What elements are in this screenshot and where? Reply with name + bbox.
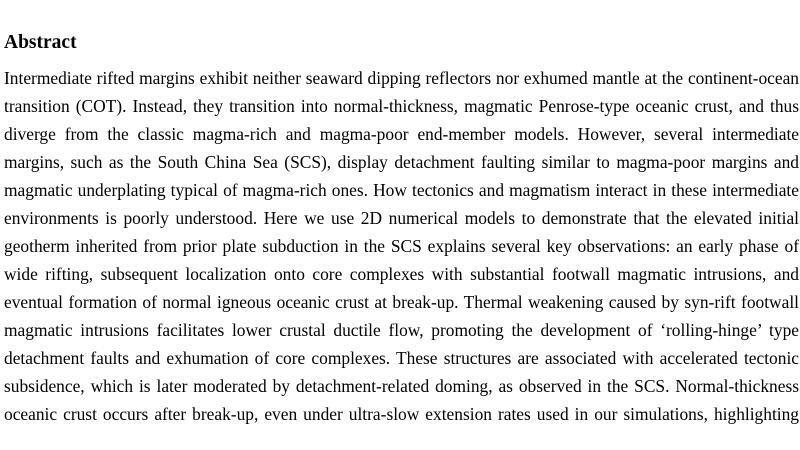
abstract-body [4,64,799,428]
abstract-line: eventual formation of normal igneous oceanic crust at break-up. Thermal weakening caused by syn-rift footwall [4,292,799,312]
abstract-line: geotherm inherited from prior plate subduction in the SCS explains several key observations: an early phase of [4,236,799,256]
abstract-line: oceanic crust occurs after break-up, even under ultra-slow extension rates used in our simulations, highlighting [4,404,799,424]
abstract-line: Intermediate rifted margins exhibit neither seaward dipping reflectors nor exhumed mantle at the continent-ocean [4,68,799,88]
abstract-line: environments is poorly understood. Here we use 2D numerical models to demonstrate that the elevated initial [4,208,799,228]
abstract-heading: Abstract [4,32,77,53]
abstract-line: subsidence, which is later moderated by detachment-related doming, as observed in the SCS. Normal-thickness [4,376,799,396]
abstract-line: wide rifting, subsequent localization onto core complexes with substantial footwall magmatic intrusions, and [4,264,799,284]
abstract-line: detachment faults and exhumation of core complexes. These structures are associated with accelerated tectonic [4,348,799,368]
abstract-line: magmatic intrusions facilitates lower crustal ductile flow, promoting the development of ‘rolling-hinge’ type [4,320,799,340]
abstract-line: magmatic underplating typical of magma-rich ones. How tectonics and magmatism interact in these intermediate [4,180,799,200]
abstract-line: transition (COT). Instead, they transition into normal-thickness, magmatic Penrose-type oceanic crust, and thus [4,96,799,116]
abstract-line: diverge from the classic magma-rich and magma-poor end-member models. However, several intermediate [4,124,799,144]
abstract-line: margins, such as the South China Sea (SCS), display detachment faulting similar to magma-poor margins and [4,152,799,172]
